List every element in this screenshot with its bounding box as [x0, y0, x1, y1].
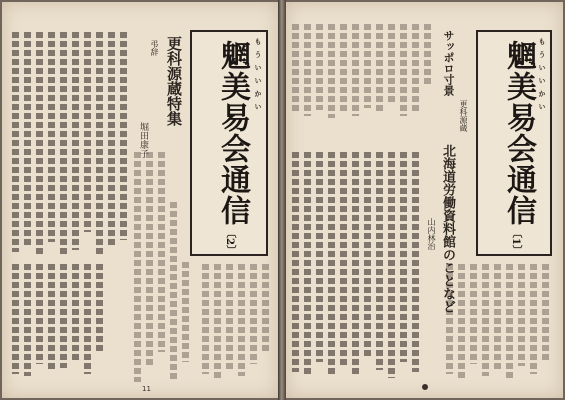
series-ruby-right: もういいかい [538, 38, 547, 116]
series-title-right: 魍美易会通信 [501, 40, 536, 226]
page-number: 11 [142, 385, 151, 393]
series-ruby: もういいかい [254, 38, 263, 116]
feature-heading: 更科源蔵特集 [165, 36, 183, 126]
article2-title: 北海道労働資料館のことなど [440, 144, 455, 313]
series-number: 〔2〕 [224, 228, 235, 255]
article2-author: 山内林治 [427, 218, 436, 250]
series-number-right: 〔1〕 [510, 228, 521, 255]
article1-author: 更科源蔵 [459, 100, 468, 132]
title-box [190, 30, 268, 256]
author-name: 堀田康子 [138, 122, 148, 158]
left-page [2, 2, 278, 398]
right-page [286, 2, 563, 398]
article1-title: サッポロ寸景 [442, 30, 455, 96]
subheading: 弔辞 [150, 40, 159, 56]
binding-gutter [278, 0, 286, 400]
page-marker [422, 384, 428, 390]
series-title: 魍美易会通信 [215, 40, 250, 226]
title-box-right [476, 30, 552, 256]
